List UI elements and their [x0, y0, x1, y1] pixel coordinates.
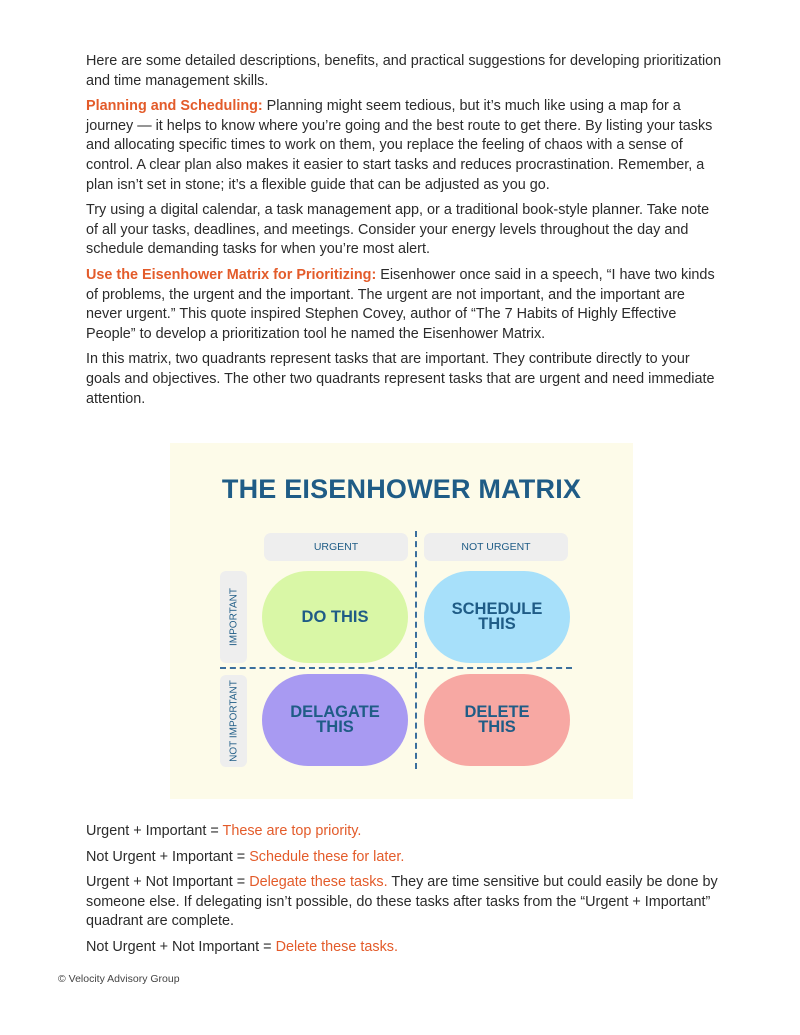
- intro-paragraph: Here are some detailed descriptions, benefits, and practical suggestions for developing prioritization and time management skills.: [86, 53, 722, 89]
- row-header-not-important: [220, 675, 247, 767]
- matrix-title: THE EISENHOWER MATRIX: [221, 474, 582, 504]
- rule-label: Not Urgent + Important =: [86, 848, 250, 865]
- rule-urgent-not-important: [86, 873, 722, 932]
- quadrant-delete-this: DELETE THIS: [424, 674, 570, 766]
- vertical-divider: [415, 531, 417, 769]
- copyright-footer: © Velocity Advisory Group: [58, 973, 180, 985]
- rule-action: Delegate these tasks.: [249, 874, 388, 891]
- rule-urgent-important: [86, 822, 722, 842]
- quadrant-schedule-this: SCHEDULE THIS: [424, 571, 570, 663]
- rule-action: Delete these tasks.: [275, 938, 398, 955]
- rule-action: These are top priority.: [222, 823, 362, 839]
- column-header-urgent: URGENT: [264, 533, 408, 561]
- row-header-important: [220, 571, 247, 663]
- matrix-description: In this matrix, two quadrants represent tasks that are important. They contribute directly to your goals and objectives. The other two quadrants represent tasks that are urgent and need immediate attention.: [86, 351, 715, 407]
- column-header-not-urgent: NOT URGENT: [424, 533, 568, 561]
- planning-paragraph: [86, 97, 722, 195]
- eisenhower-heading: Use the Eisenhower Matrix for Prioritizing:: [86, 266, 377, 283]
- quadrant-delegate-this: DELAGATE THIS: [262, 674, 408, 766]
- row-header-important-label: IMPORTANT: [228, 588, 239, 646]
- row-header-not-important-label: NOT IMPORTANT: [228, 680, 239, 762]
- eisenhower-matrix-figure: [170, 443, 633, 799]
- quadrant-do-this: DO THIS: [262, 571, 408, 663]
- article-body: [86, 52, 722, 415]
- planning-text: Planning might seem tedious, but it’s much like using a map for a journey — it helps to know where you’re going and the best route to get there. By listing your tasks and allocating specific times to work on them, you replace the feeling of chaos with a sense of control. A clear plan also makes it easier to start tasks and reduces procrastination. Remember, a plan isn’t set in stone; it’s a flexible guide that can be adjusted as you go.: [86, 98, 713, 193]
- rule-label: Urgent + Not Important =: [86, 874, 250, 891]
- matrix-rules: [86, 822, 722, 964]
- tools-paragraph: Try using a digital calendar, a task management app, or a traditional book-style planner. Take note of all your tasks, deadlines, and meetings. Consider your energy levels throughout the day and schedule demanding tasks for when you’re most alert.: [86, 202, 710, 258]
- rule-not-urgent-important: [86, 848, 722, 868]
- rule-not-urgent-not-important: [86, 938, 722, 958]
- horizontal-divider: [220, 667, 572, 669]
- rule-label: Not Urgent + Not Important =: [86, 938, 276, 955]
- planning-heading: Planning and Scheduling:: [86, 98, 263, 115]
- rule-action: Schedule these for later.: [249, 848, 405, 865]
- eisenhower-paragraph: [86, 266, 722, 344]
- rule-label: Urgent + Important =: [86, 823, 223, 839]
- eisenhower-text: Eisenhower once said in a speech, “I have two kinds of problems, the urgent and the important. The urgent are not important, and the important are never urgent.” This quote inspired Stephen Covey, author of “The 7 Habits of Highly Effective People” to develop a prioritization tool he named the Eisenhower Matrix.: [86, 266, 715, 342]
- rule-extra: They are time sensitive but could easily be done by someone else. If delegating isn’t possible, do these tasks after tasks from the “Urgent + Important” quadrant are complete.: [86, 874, 718, 930]
